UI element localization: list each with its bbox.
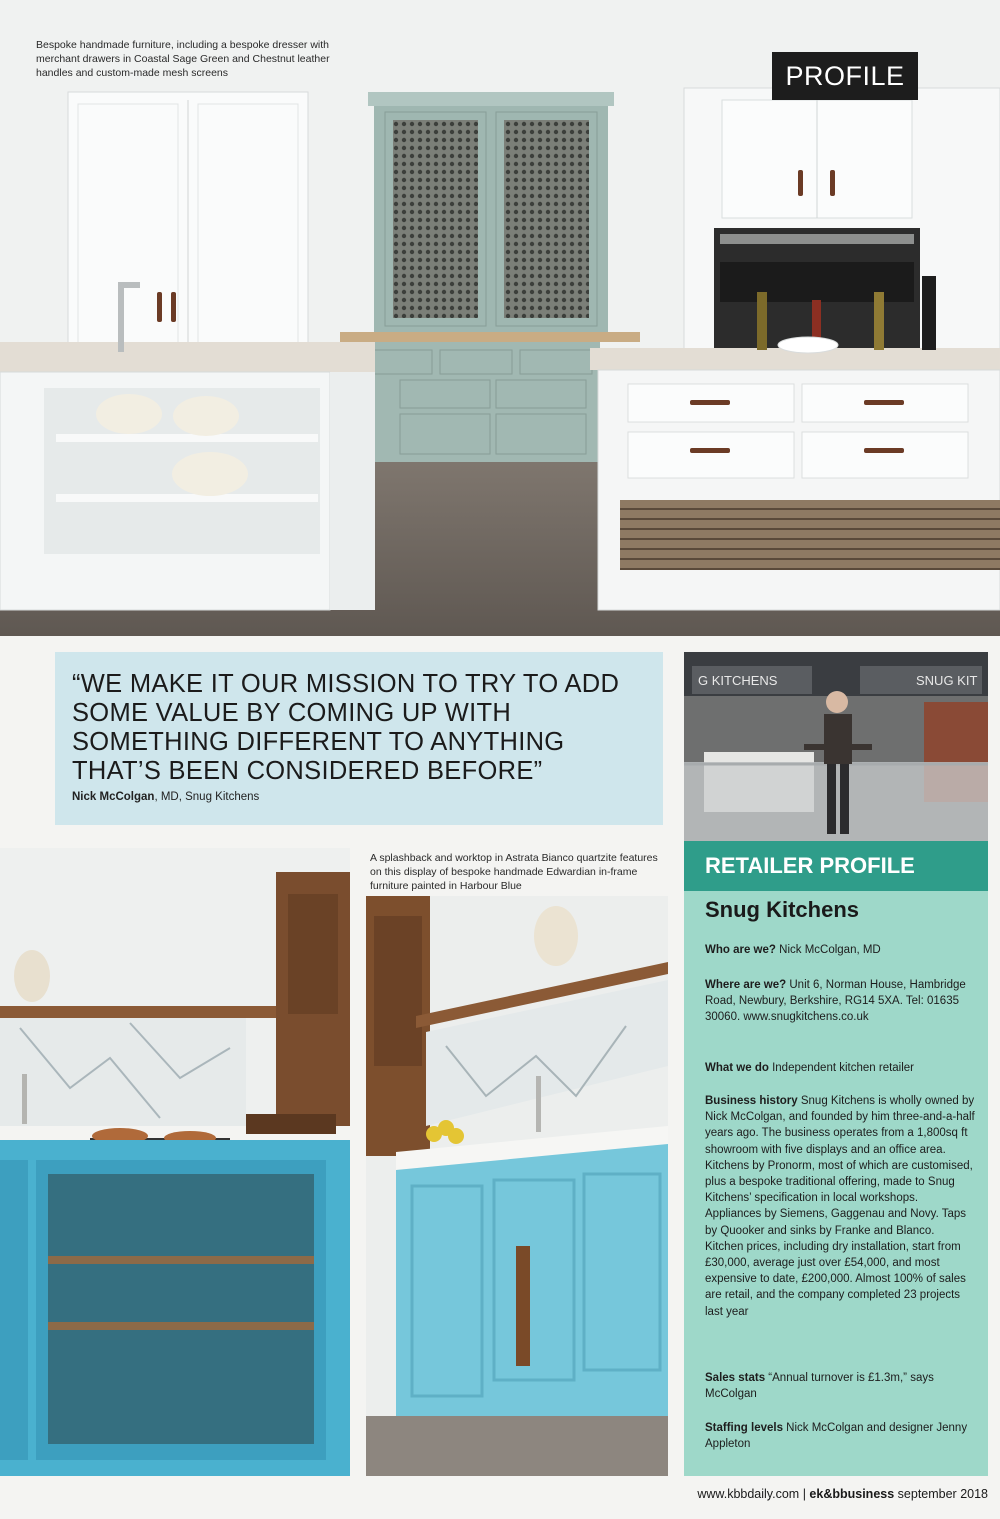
pull-quote-attribution [72,791,259,803]
footer-url: www.kbbdaily.com [697,1487,800,1501]
profile-where [705,977,975,1026]
mid-photo-caption: A splashback and worktop in Astrata Bianco quartzite features on this display of bespoke handmade Edwardian in-frame furniture painted in Harbour Blue [370,852,658,892]
section-tab-profile: PROFILE [772,52,918,100]
profile-staff-value: Nick McColgan and designer Jenny Appleton [705,1422,968,1451]
profile-staff [705,1420,975,1452]
footer-brand: ek&bbusiness [809,1487,895,1501]
profile-history-label: Business history [705,1095,798,1107]
profile-history-value: Snug Kitchens is wholly owned by Nick McColgan, and founded by him three-and-a-half years ago. The business operates from a 1,800sq ft showroom with five displays and an office area. Kitchens by Pronorm, most of which are customised, plus a bespoke traditional offering, made to Snug Kitchens’ specification in local workshops. Appliances by Siemens, Gaggenau and Novy. Taps by Quooker and sinks by Franke and Blanco. Kitchen prices, including dry installation, start from £30,000, average just over £54,000, and most expensive to date, £200,000. Almost 100% of sales are retail, and the company completed 23 projects last year [705,1095,975,1318]
profile-what-label: What we do [705,1062,769,1074]
profile-who-value: Nick McColgan, MD [775,944,881,956]
kitchen-photo-harbour-blue [366,896,668,1476]
quote-author: Nick McColgan [72,791,155,803]
profile-sales [705,1370,975,1402]
profile-history [705,1093,975,1320]
retailer-storefront-photo [684,652,988,841]
profile-sales-label: Sales stats [705,1372,766,1384]
kitchen-photo-blue-island [0,848,350,1476]
profile-where-value: Unit 6, Norman House, Hambridge Road, Newbury, Berkshire, RG14 5XA. Tel: 01635 30060. www.snugkitchens.co.uk [705,979,966,1024]
quote-role: , MD, Snug Kitchens [154,791,260,803]
hero-caption: Bespoke handmade furniture, including a bespoke dresser with merchant drawers in Coastal Sage Green and Chestnut leather handles and custom-made mesh screens [36,39,330,79]
shop-sign-left: G KITCHENS [698,673,778,688]
pull-quote-text: “WE MAKE IT OUR MISSION TO TRY TO ADD SOME VALUE BY COMING UP WITH SOMETHING DIFFERENT TO ANYTHING THAT’S BEEN CONSIDERED BEFORE” [72,670,620,785]
profile-what [705,1060,975,1076]
profile-where-label: Where are we? [705,979,787,991]
profile-sales-value: “Annual turnover is £1.3m,” says McColgan [705,1372,934,1401]
page-footer [560,1487,988,1501]
footer-issue: september 2018 [894,1487,988,1501]
profile-who [705,942,975,958]
profile-what-value: Independent kitchen retailer [768,1062,915,1074]
shop-sign-right: SNUG KIT [916,673,978,688]
profile-who-label: Who are we? [705,944,776,956]
company-name: Snug Kitchens [705,897,860,922]
profile-staff-label: Staffing levels [705,1422,783,1434]
retailer-profile-header: RETAILER PROFILE [684,841,988,891]
footer-separator: | [799,1487,810,1501]
